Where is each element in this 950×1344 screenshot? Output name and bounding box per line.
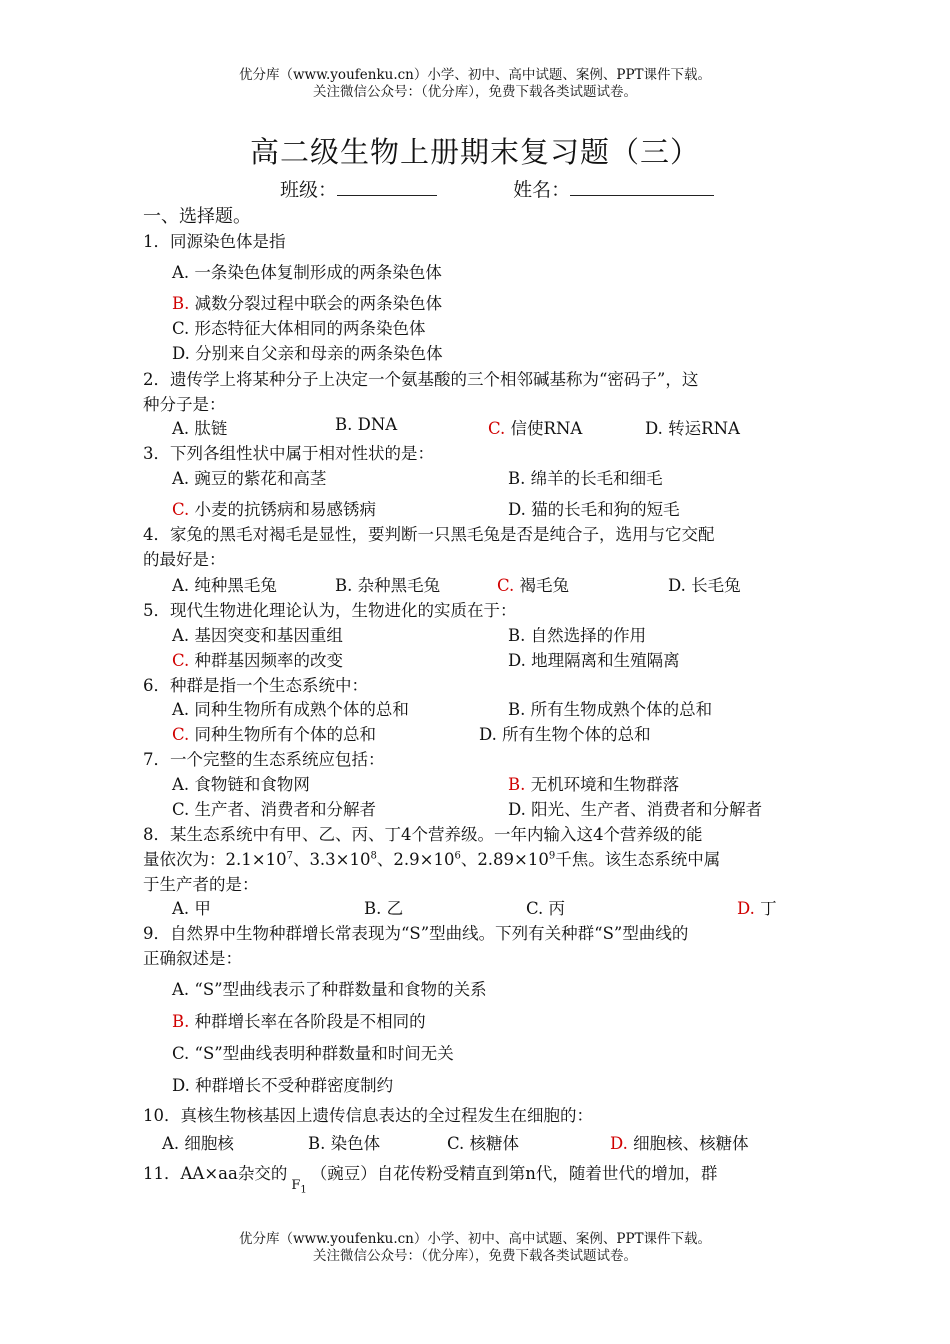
question-7-stem: 7．一个完整的生态系统应包括： xyxy=(143,750,385,769)
option-letter-answer: B. xyxy=(172,294,190,313)
q1-option-b: B. 减数分裂过程中联会的两条染色体 xyxy=(172,294,443,313)
footer-line-2: 关注微信公众号：（优分库），免费下载各类试题试卷。 xyxy=(313,1248,637,1264)
question-5-stem: 5．现代生物进化理论认为，生物进化的实质在于： xyxy=(143,601,517,620)
q10-option-d: D. 细胞核、核糖体 xyxy=(610,1134,749,1153)
option-letter-answer: D. xyxy=(610,1134,628,1153)
header-line-1: 优分库（www.youfenku.cn）小学、初中、高中试题、案例、PPT课件下载。 xyxy=(238,67,712,83)
q6-option-b: B. 所有生物成熟个体的总和 xyxy=(508,700,713,719)
question-4-stem-2: 的最好是： xyxy=(143,550,226,569)
q3-option-d: D. 猫的长毛和狗的短毛 xyxy=(508,500,680,519)
q2-option-b: B. DNA xyxy=(335,415,398,434)
q9-option-d: D. 种群增长不受种群密度制约 xyxy=(172,1076,394,1095)
q3-option-a: A. 豌豆的紫花和高茎 xyxy=(172,469,327,488)
q4-option-a: A. 纯种黑毛兔 xyxy=(172,576,277,595)
q4-option-d: D. 长毛兔 xyxy=(668,576,741,595)
question-4-stem-1: 4．家兔的黑毛对褐毛是显性，要判断一只黑毛兔是否是纯合子，选用与它交配 xyxy=(143,525,715,544)
header-line-2: 关注微信公众号：（优分库），免费下载各类试题试卷。 xyxy=(313,84,637,100)
option-letter-answer: B. xyxy=(508,775,526,794)
q9-option-a: A. “S”型曲线表示了种群数量和食物的关系 xyxy=(172,980,487,999)
question-8-stem-3: 于生产者的是： xyxy=(143,875,259,894)
q8-option-a: A. 甲 xyxy=(172,899,211,918)
q8-option-c: C. 丙 xyxy=(526,899,566,918)
q5-option-d: D. 地理隔离和生殖隔离 xyxy=(508,651,680,670)
question-9-stem-1: 9．自然界中生物种群增长常表现为“S”型曲线。下列有关种群“S”型曲线的 xyxy=(143,924,689,943)
q8-option-b: B. 乙 xyxy=(364,899,404,918)
class-blank xyxy=(337,177,437,196)
option-letter-answer: C. xyxy=(172,500,190,519)
q7-option-b: B. 无机环境和生物群落 xyxy=(508,775,680,794)
option-letter: A. xyxy=(172,263,190,282)
question-2-stem-2: 种分子是： xyxy=(143,395,226,414)
q5-option-b: B. 自然选择的作用 xyxy=(508,626,647,645)
question-6-stem: 6．种群是指一个生态系统中： xyxy=(143,676,368,695)
section-heading: 一、选择题。 xyxy=(143,206,251,227)
q7-option-d: D. 阳光、生产者、消费者和分解者 xyxy=(508,800,763,819)
q5-option-c: C. 种群基因频率的改变 xyxy=(172,651,344,670)
name-blank xyxy=(570,177,714,196)
f1-symbol: $F_1$ xyxy=(291,1178,307,1196)
page-footer xyxy=(0,1231,950,1265)
q1-option-c: C. 形态特征大体相同的两条染色体 xyxy=(172,319,426,338)
question-1-stem: 1．同源染色体是指 xyxy=(143,232,286,251)
q4-option-b: B. 杂种黑毛兔 xyxy=(335,576,441,595)
question-8-stem-2: 量依次为：$2.1\times 10^7$、$3.3\times 10^8$、$2.9\times 10^6$、$2.89\times 10^9$千焦。该生态系统中属 xyxy=(143,850,721,869)
page-header xyxy=(0,67,950,101)
q9-option-b: B. 种群增长率在各阶段是不相同的 xyxy=(172,1012,426,1031)
class-label: 班级： xyxy=(280,179,338,201)
q4-option-c: C. 褐毛兔 xyxy=(497,576,570,595)
q3-option-b: B. 绵羊的长毛和细毛 xyxy=(508,469,663,488)
q8-option-d: D. 丁 xyxy=(737,899,777,918)
q9-option-c: C. “S”型曲线表明种群数量和时间无关 xyxy=(172,1044,454,1063)
q1-option-a: A. 一条染色体复制形成的两条染色体 xyxy=(172,263,442,282)
question-9-stem-2: 正确叙述是： xyxy=(143,949,242,968)
option-letter-answer: C. xyxy=(172,725,190,744)
page-title: 高二级生物上册期末复习题（三） xyxy=(249,135,700,169)
option-letter-answer: B. xyxy=(172,1012,190,1031)
option-letter: C. xyxy=(172,319,190,338)
q2-option-a: A. 肽链 xyxy=(172,419,228,438)
option-letter-answer: C. xyxy=(497,576,515,595)
question-8-stem-1: 8．某生态系统中有甲、乙、丙、丁4个营养级。一年内输入这4个营养级的能 xyxy=(143,825,703,844)
option-letter: D. xyxy=(172,344,190,363)
q6-option-d: D. 所有生物个体的总和 xyxy=(479,725,651,744)
q1-option-d: D. 分别来自父亲和母亲的两条染色体 xyxy=(172,344,443,363)
q7-option-c: C. 生产者、消费者和分解者 xyxy=(172,800,377,819)
q6-option-a: A. 同种生物所有成熟个体的总和 xyxy=(172,700,409,719)
q3-option-c: C. 小麦的抗锈病和易感锈病 xyxy=(172,500,377,519)
option-letter-answer: D. xyxy=(737,899,755,918)
q2-option-c: C. 信使RNA xyxy=(488,419,583,438)
class-name-row xyxy=(280,175,714,202)
question-11-stem: 11．AA×aa杂交的$F_1$（豌豆）自花传粉受精直到第n代，随着世代的增加，群 xyxy=(143,1164,718,1196)
footer-line-1: 优分库（www.youfenku.cn）小学、初中、高中试题、案例、PPT课件下载。 xyxy=(238,1231,712,1247)
q7-option-a: A. 食物链和食物网 xyxy=(172,775,310,794)
q10-option-a: A. 细胞核 xyxy=(162,1134,234,1153)
q6-option-c: C. 同种生物所有个体的总和 xyxy=(172,725,377,744)
q2-option-d: D. 转运RNA xyxy=(645,419,740,438)
option-letter-answer: C. xyxy=(172,651,190,670)
question-10-stem: 10．真核生物核基因上遗传信息表达的全过程发生在细胞的： xyxy=(143,1106,593,1125)
name-label: 姓名： xyxy=(513,179,571,201)
q10-option-b: B. 染色体 xyxy=(308,1134,381,1153)
option-letter-answer: C. xyxy=(488,419,506,438)
question-2-stem-1: 2．遗传学上将某种分子上决定一个氨基酸的三个相邻碱基称为“密码子”，这 xyxy=(143,370,699,389)
q5-option-a: A. 基因突变和基因重组 xyxy=(172,626,343,645)
question-3-stem: 3．下列各组性状中属于相对性状的是： xyxy=(143,444,434,463)
q10-option-c: C. 核糖体 xyxy=(447,1134,520,1153)
